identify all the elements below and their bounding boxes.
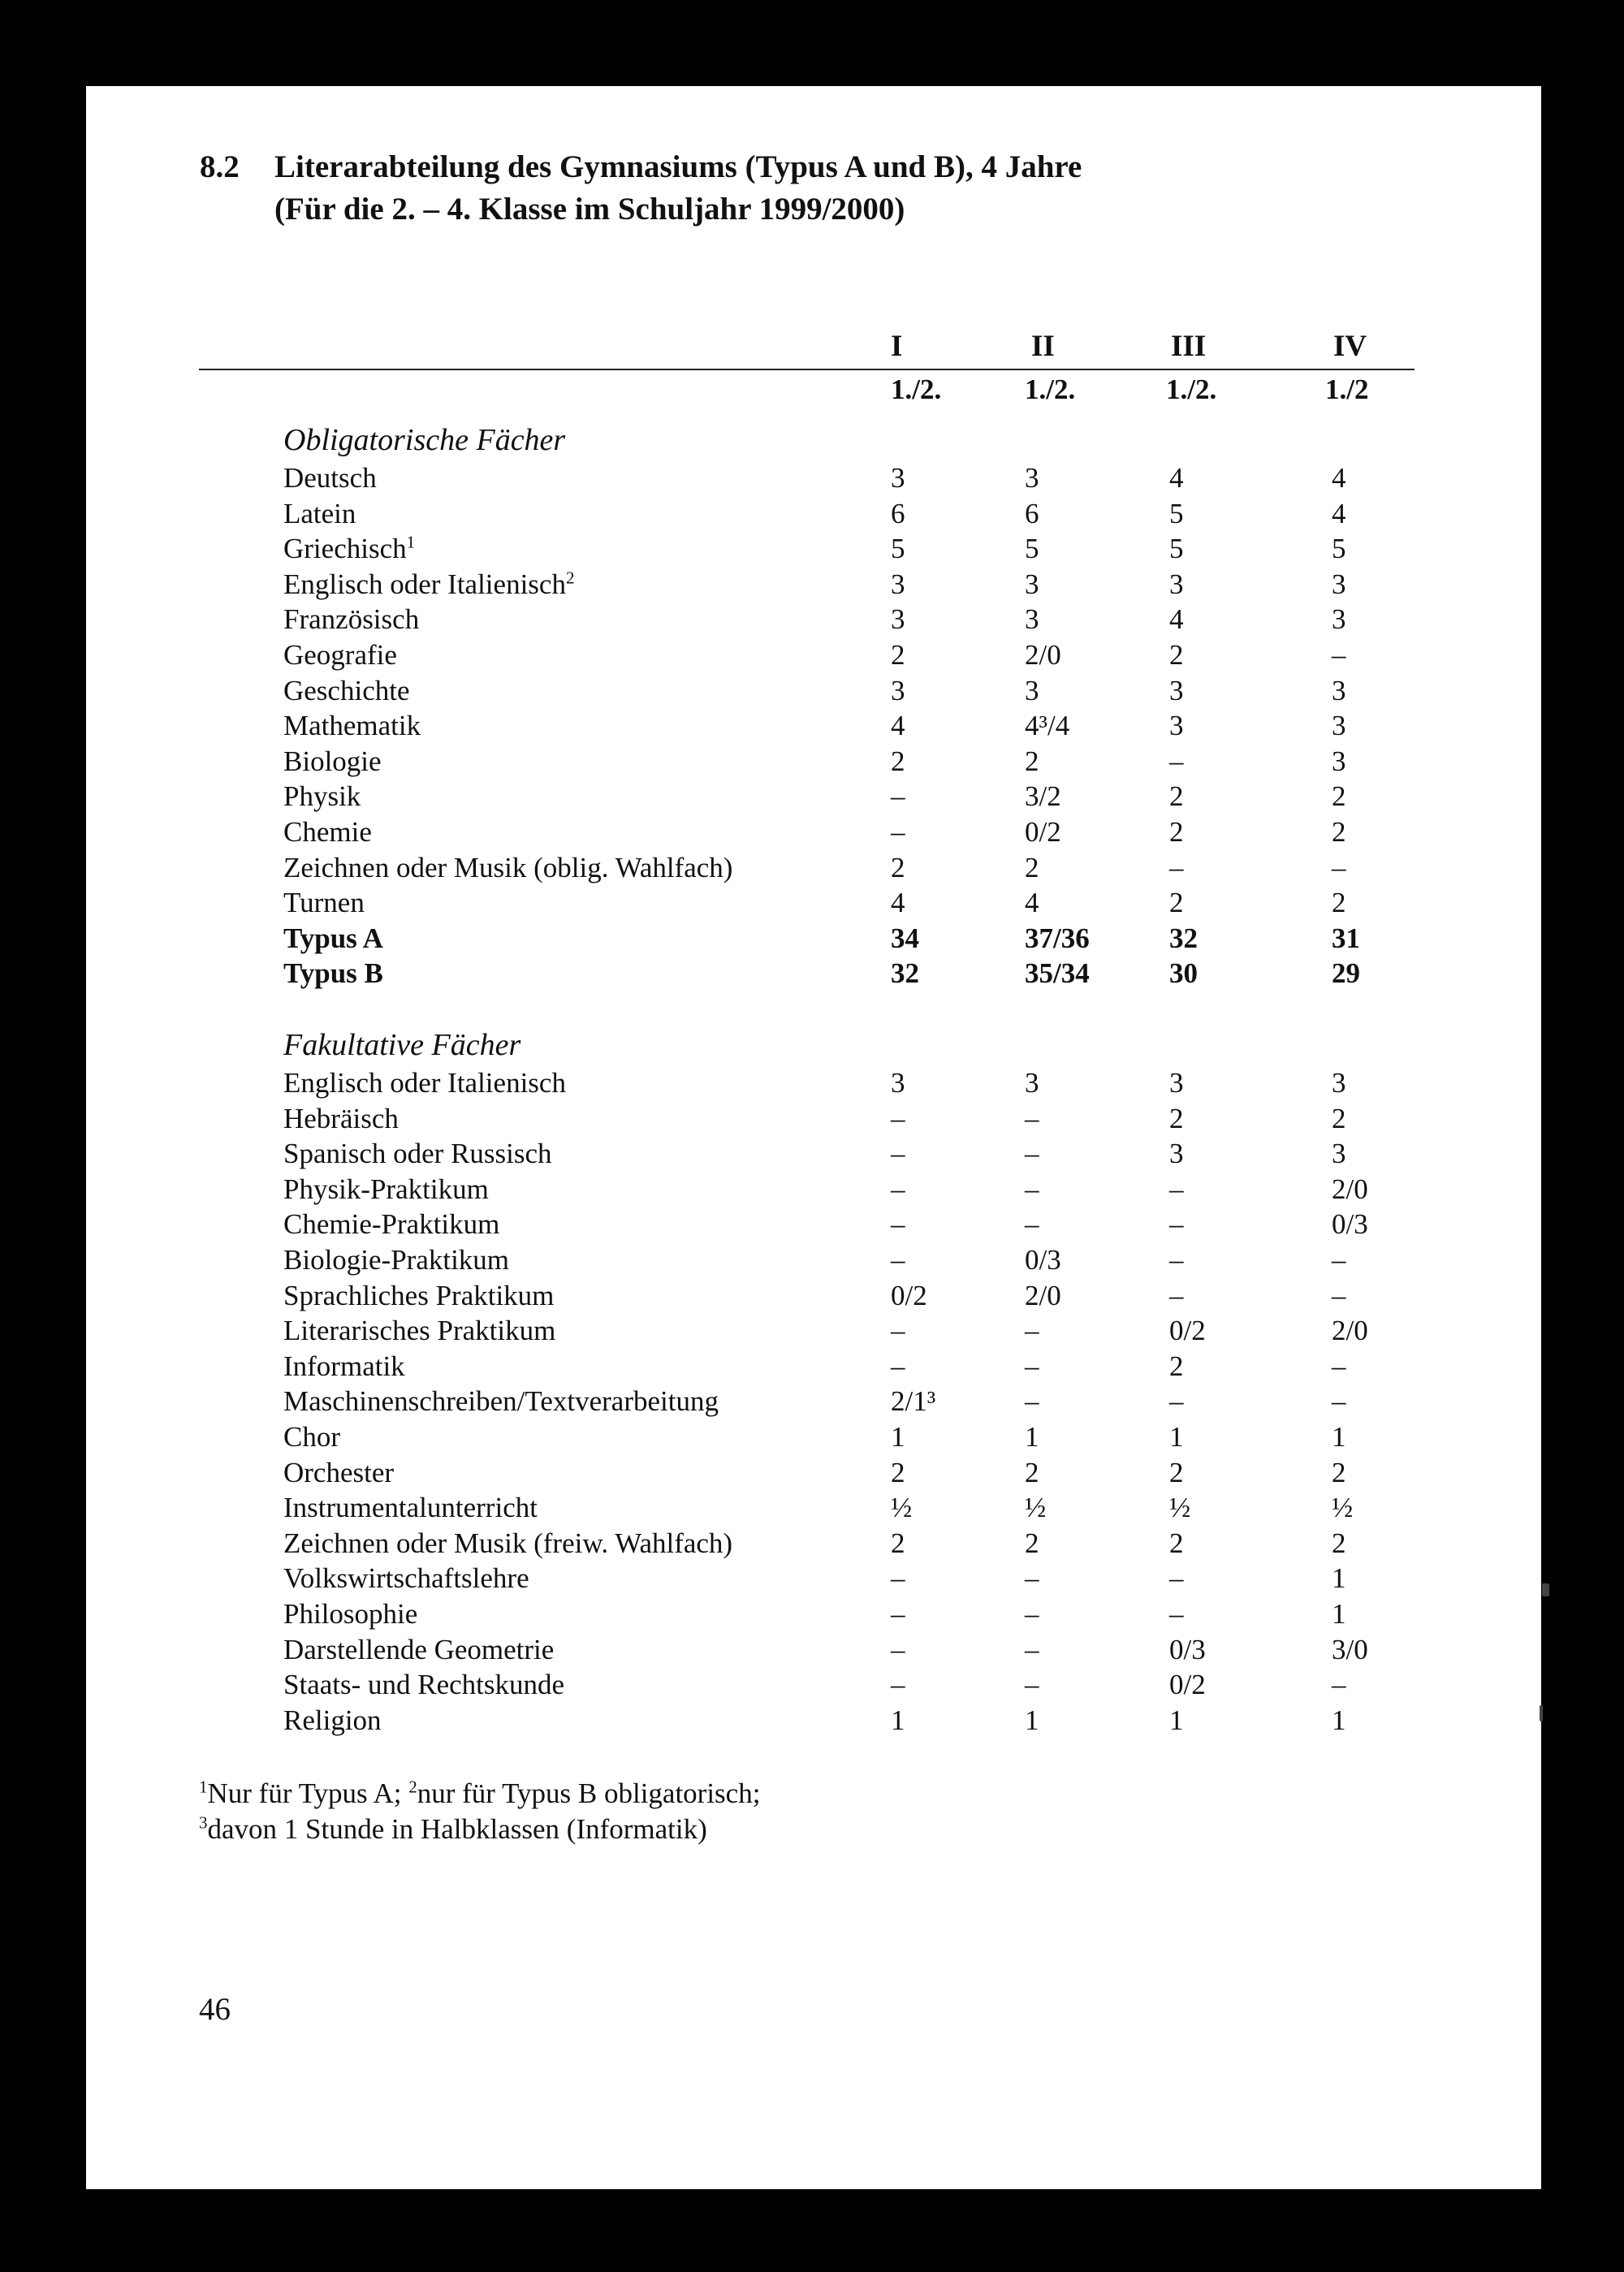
hours-cell: 3 [1332, 710, 1346, 741]
hours-cell: 2/0 [1025, 639, 1061, 671]
column-year: II [1031, 330, 1055, 363]
subject-name: Zeichnen oder Musik (oblig. Wahlfach) [283, 852, 733, 883]
column-semester: 1./2. [891, 374, 942, 405]
hours-cell: – [891, 1669, 905, 1700]
hours-cell: 2/0 [1332, 1173, 1368, 1205]
hours-cell: – [1025, 1103, 1039, 1134]
subject-label [283, 744, 382, 780]
subject-name: Sprachliches Praktikum [283, 1280, 555, 1311]
subject-label [283, 956, 383, 991]
hours-cell: ½ [1169, 1492, 1191, 1523]
hours-cell: – [1025, 1634, 1039, 1665]
hours-cell: 0/2 [1025, 816, 1061, 848]
column-year: III [1171, 330, 1207, 363]
hours-cell: 5 [1332, 533, 1346, 564]
subject-label [283, 1101, 399, 1137]
subject-label [283, 885, 365, 921]
hours-cell: – [891, 1138, 905, 1169]
footnote-marker-2: 2 [408, 1777, 417, 1797]
subject-label [283, 1065, 566, 1101]
hours-cell: 2/0 [1025, 1280, 1061, 1311]
hours-cell: 3 [891, 462, 905, 494]
hours-cell: 2 [1332, 1457, 1346, 1488]
subject-label [283, 1455, 394, 1491]
subject-name: Deutsch [283, 462, 377, 494]
hours-cell: – [1169, 1244, 1184, 1276]
hours-cell: 0/2 [1169, 1669, 1206, 1700]
hours-cell: – [891, 780, 905, 812]
hours-cell: 0/2 [1169, 1315, 1206, 1346]
hours-cell: 1 [1332, 1562, 1346, 1594]
subject-label [283, 1596, 417, 1632]
hours-cell: 4 [891, 710, 905, 741]
hours-cell: – [1169, 1173, 1184, 1205]
column-year: I [891, 330, 903, 363]
hours-cell: – [891, 1634, 905, 1665]
subject-name: Physik-Praktikum [283, 1173, 489, 1205]
hours-cell: 3 [891, 568, 905, 600]
subject-label [283, 1136, 552, 1172]
hours-cell: – [891, 1350, 905, 1382]
subject-name: Typus B [283, 957, 383, 989]
hours-cell: 5 [891, 533, 905, 564]
subject-name: Physik [283, 780, 361, 812]
hours-cell: 5 [1025, 533, 1039, 564]
hours-cell: 2 [1169, 639, 1184, 671]
hours-cell: 1 [1025, 1704, 1039, 1736]
hours-cell: 3 [891, 1067, 905, 1099]
footnote-marker-1: 1 [199, 1777, 208, 1797]
hours-cell: – [1169, 1385, 1184, 1417]
hours-cell: 35/34 [1025, 957, 1090, 989]
hours-cell: – [1169, 852, 1184, 883]
hours-cell: 6 [1025, 498, 1039, 529]
hours-cell: 3 [1169, 675, 1184, 706]
subject-label [283, 460, 377, 496]
subject-label [283, 1207, 499, 1242]
hours-cell: 0/2 [891, 1280, 927, 1311]
hours-cell: 2 [1169, 780, 1184, 812]
scan-speck [1542, 1583, 1549, 1596]
subject-name: Literarisches Praktikum [283, 1315, 556, 1346]
hours-cell: 2 [891, 1527, 905, 1559]
subject-label [283, 637, 397, 673]
subject-label [283, 1667, 564, 1703]
column-semester: 1./2. [1025, 374, 1076, 405]
hours-cell: 32 [891, 957, 919, 989]
hours-cell: 0/3 [1025, 1244, 1061, 1276]
subject-label [283, 1278, 554, 1314]
hours-cell: 1 [1169, 1421, 1184, 1453]
hours-cell: 2 [1332, 1527, 1346, 1559]
footnote-line-2 [199, 1812, 707, 1847]
subject-label [283, 1242, 509, 1278]
hours-cell: 2 [1025, 1457, 1039, 1488]
hours-cell: 3 [891, 603, 905, 635]
hours-cell: – [891, 1103, 905, 1134]
subject-label [283, 1526, 732, 1561]
hours-cell: – [1025, 1315, 1039, 1346]
subject-name: Maschinenschreiben/Textverarbeitung [283, 1385, 719, 1417]
footnote-marker-3: 3 [199, 1812, 208, 1833]
hours-cell: 2 [1332, 780, 1346, 812]
subject-name: Latein [283, 498, 356, 529]
hours-cell: – [1332, 1244, 1346, 1276]
hours-cell: – [891, 1562, 905, 1594]
hours-cell: ½ [891, 1492, 913, 1523]
subject-label [283, 673, 409, 709]
subject-name: Darstellende Geometrie [283, 1634, 555, 1665]
hours-cell: – [891, 1208, 905, 1240]
header-rule [199, 369, 1415, 370]
hours-cell: 3 [1332, 1067, 1346, 1099]
hours-cell: 2/1³ [891, 1385, 936, 1417]
hours-cell: 2 [891, 745, 905, 777]
hours-cell: 2 [1169, 887, 1184, 918]
hours-cell: 3 [1169, 1067, 1184, 1099]
scan-speck [1540, 1705, 1543, 1721]
subject-label [283, 1561, 529, 1596]
column-year: IV [1333, 330, 1367, 363]
hours-cell: – [1169, 1208, 1184, 1240]
heading-line-1: Literarabteilung des Gymnasiums (Typus A und B), 4 Jahre [274, 149, 1082, 184]
subject-label [283, 1419, 340, 1455]
hours-cell: – [891, 1244, 905, 1276]
subject-name: Instrumentalunterricht [283, 1492, 538, 1523]
hours-cell: 3 [1025, 675, 1039, 706]
hours-cell: – [1169, 745, 1184, 777]
hours-cell: 2 [1025, 1527, 1039, 1559]
hours-cell: 3 [891, 675, 905, 706]
hours-cell: 0/3 [1169, 1634, 1206, 1665]
hours-cell: 1 [1332, 1421, 1346, 1453]
hours-cell: 3/2 [1025, 780, 1061, 812]
hours-cell: – [1025, 1173, 1039, 1205]
hours-cell: 2 [1169, 1457, 1184, 1488]
hours-cell: 5 [1169, 533, 1184, 564]
subject-name: Mathematik [283, 710, 421, 741]
footnote-1: Nur für Typus A; [207, 1777, 409, 1809]
hours-cell: 2 [1025, 745, 1039, 777]
hours-cell: 3 [1332, 745, 1346, 777]
hours-cell: – [891, 1173, 905, 1205]
hours-cell: 2 [891, 852, 905, 883]
subject-name: Chemie-Praktikum [283, 1208, 500, 1240]
hours-cell: 30 [1169, 957, 1198, 989]
hours-cell: – [1332, 639, 1346, 671]
hours-cell: 1 [1332, 1704, 1346, 1736]
footnote-ref: 2 [565, 568, 575, 588]
subject-label [283, 850, 732, 886]
hours-cell: 3 [1169, 568, 1184, 600]
hours-cell: 34 [891, 922, 919, 954]
subject-label [283, 567, 574, 603]
subject-name: Typus A [283, 922, 383, 954]
hours-cell: 2 [1332, 1103, 1346, 1134]
hours-cell: – [1025, 1562, 1039, 1594]
hours-cell: – [1332, 1350, 1346, 1382]
subject-label [283, 602, 419, 637]
hours-cell: 6 [891, 498, 905, 529]
subject-label [283, 1313, 555, 1349]
hours-cell: – [1332, 1385, 1346, 1417]
hours-cell: 4³/4 [1025, 710, 1070, 741]
hours-cell: 2 [891, 639, 905, 671]
hours-cell: 32 [1169, 922, 1198, 954]
hours-cell: – [1025, 1350, 1039, 1382]
subject-label [283, 1172, 489, 1207]
hours-cell: – [1332, 1280, 1346, 1311]
subject-label [283, 1490, 538, 1526]
subject-name: Englisch oder Italienisch [283, 568, 566, 600]
footnote-3: davon 1 Stunde in Halbklassen (Informatik) [207, 1813, 707, 1845]
hours-cell: 3/0 [1332, 1634, 1368, 1665]
hours-cell: 3 [1025, 462, 1039, 494]
hours-cell: 29 [1332, 957, 1360, 989]
subject-name: Staats- und Rechtskunde [283, 1669, 565, 1700]
subject-label [283, 708, 421, 744]
subject-label [283, 1349, 405, 1384]
subject-label [283, 1632, 554, 1668]
subject-name: Philosophie [283, 1598, 418, 1630]
subject-label [283, 779, 361, 814]
hours-cell: 2 [1169, 816, 1184, 848]
hours-cell: – [1025, 1138, 1039, 1169]
hours-cell: 5 [1169, 498, 1184, 529]
subject-name: Turnen [283, 887, 365, 918]
hours-cell: 4 [1025, 887, 1039, 918]
hours-cell: 4 [1169, 462, 1184, 494]
footnote-2: nur für Typus B obligatorisch; [417, 1777, 761, 1809]
hours-cell: 4 [891, 887, 905, 918]
hours-cell: 3 [1332, 1138, 1346, 1169]
hours-cell: 2 [1332, 887, 1346, 918]
section-title: Obligatorische Fächer [283, 423, 566, 457]
hours-cell: 2 [1332, 816, 1346, 848]
heading-line-2: (Für die 2. – 4. Klasse im Schuljahr 1999/2000) [274, 192, 905, 227]
subject-label [283, 1384, 719, 1419]
column-semester: 1./2 [1325, 374, 1369, 405]
heading-number: 8.2 [200, 149, 240, 184]
subject-name: Biologie-Praktikum [283, 1244, 510, 1276]
hours-cell: – [1025, 1208, 1039, 1240]
subject-name: Religion [283, 1704, 382, 1736]
hours-cell: 3 [1169, 1138, 1184, 1169]
hours-cell: – [1169, 1562, 1184, 1594]
subject-name: Chemie [283, 816, 372, 848]
hours-cell: 2/0 [1332, 1315, 1368, 1346]
hours-cell: 4 [1332, 498, 1346, 529]
hours-cell: – [1025, 1669, 1039, 1700]
hours-cell: 2 [1169, 1103, 1184, 1134]
hours-cell: 2 [891, 1457, 905, 1488]
subject-name: Geografie [283, 639, 397, 671]
hours-cell: 2 [1169, 1527, 1184, 1559]
hours-cell: 2 [1025, 852, 1039, 883]
subject-name: Zeichnen oder Musik (freiw. Wahlfach) [283, 1527, 733, 1559]
hours-cell: 3 [1332, 603, 1346, 635]
hours-cell: 1 [1025, 1421, 1039, 1453]
subject-name: Griechisch [283, 533, 407, 564]
section-title: Fakultative Fächer [283, 1028, 521, 1062]
hours-cell: ½ [1332, 1492, 1354, 1523]
hours-cell: 37/36 [1025, 922, 1090, 954]
subject-name: Geschichte [283, 675, 410, 706]
hours-cell: 3 [1332, 568, 1346, 600]
subject-name: Hebräisch [283, 1103, 399, 1134]
hours-cell: 31 [1332, 922, 1360, 954]
hours-cell: – [1025, 1385, 1039, 1417]
subject-name: Informatik [283, 1350, 405, 1382]
hours-cell: 4 [1332, 462, 1346, 494]
hours-cell: 3 [1025, 568, 1039, 600]
hours-cell: – [1025, 1598, 1039, 1630]
subject-label [283, 496, 356, 532]
hours-cell: – [891, 816, 905, 848]
hours-cell: 3 [1025, 603, 1039, 635]
hours-cell: 1 [891, 1704, 905, 1736]
subject-label [283, 1703, 382, 1739]
subject-name: Biologie [283, 745, 382, 777]
hours-cell: – [1332, 1669, 1346, 1700]
hours-cell: 1 [1169, 1704, 1184, 1736]
hours-cell: – [891, 1598, 905, 1630]
hours-cell: – [1169, 1280, 1184, 1311]
subject-label [283, 921, 383, 957]
hours-cell: – [1332, 852, 1346, 883]
hours-cell: 3 [1332, 675, 1346, 706]
hours-cell: ½ [1025, 1492, 1047, 1523]
column-semester: 1./2. [1166, 374, 1217, 405]
hours-cell: 0/3 [1332, 1208, 1368, 1240]
subject-label [283, 814, 372, 850]
hours-cell: 3 [1025, 1067, 1039, 1099]
footnote-ref: 1 [406, 532, 416, 552]
hours-cell: 1 [1332, 1598, 1346, 1630]
footnote-line-1 [199, 1776, 760, 1812]
subject-name: Französisch [283, 603, 420, 635]
subject-name: Spanisch oder Russisch [283, 1138, 552, 1169]
page-number: 46 [199, 1992, 231, 2027]
subject-name: Orchester [283, 1457, 395, 1488]
hours-cell: 4 [1169, 603, 1184, 635]
hours-cell: 1 [891, 1421, 905, 1453]
subject-name: Englisch oder Italienisch [283, 1067, 566, 1099]
hours-cell: – [891, 1315, 905, 1346]
subject-name: Volkswirtschaftslehre [283, 1562, 529, 1594]
hours-cell: 2 [1169, 1350, 1184, 1382]
subject-name: Chor [283, 1421, 340, 1453]
subject-label [283, 531, 415, 567]
hours-cell: – [1169, 1598, 1184, 1630]
hours-cell: 3 [1169, 710, 1184, 741]
